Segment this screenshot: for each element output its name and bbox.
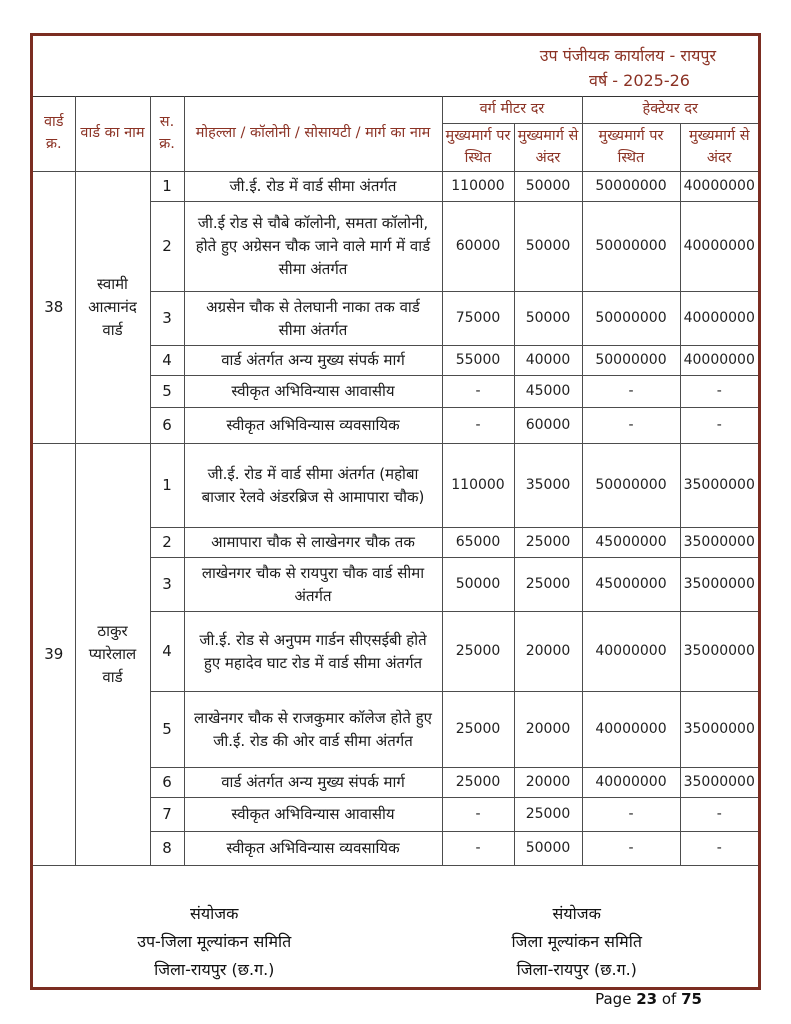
locality-cell: स्वीकृत अभिविन्यास आवासीय bbox=[184, 798, 442, 832]
left-signatory-title: संयोजक bbox=[190, 904, 239, 924]
locality-cell: अग्रसेन चौक से तेलघानी नाका तक वार्ड सीमा अंतर्गत bbox=[184, 292, 442, 346]
sqm-inner-rate-cell: 60000 bbox=[514, 408, 582, 444]
hec-main-rate-cell: - bbox=[582, 408, 680, 444]
right-district-name: जिला-रायपुर (छ.ग.) bbox=[516, 960, 637, 980]
hec-inner-rate-cell: - bbox=[680, 832, 758, 866]
table-row bbox=[33, 444, 758, 528]
locality-cell: जी.ई. रोड में वार्ड सीमा अंतर्गत (महोबा बाजार रेलवे अंडरब्रिज से आमापारा चौक) bbox=[184, 444, 442, 528]
sqm-main-rate-cell: 65000 bbox=[442, 528, 514, 558]
sqm-main-rate-cell: 110000 bbox=[442, 172, 514, 202]
serial-cell: 6 bbox=[150, 768, 184, 798]
hec-main-rate-cell: 50000000 bbox=[582, 172, 680, 202]
sqm-main-rate-cell: - bbox=[442, 376, 514, 408]
locality-cell: स्वीकृत अभिविन्यास व्यवसायिक bbox=[184, 408, 442, 444]
sqm-main-rate-cell: 55000 bbox=[442, 346, 514, 376]
hec-main-rate-cell: - bbox=[582, 798, 680, 832]
col-header-locality: मोहल्ला / कॉलोनी / सोसायटी / मार्ग का नाम bbox=[184, 97, 442, 172]
hec-main-rate-cell: 50000000 bbox=[582, 346, 680, 376]
sqm-inner-rate-cell: 50000 bbox=[514, 292, 582, 346]
serial-cell: 2 bbox=[150, 202, 184, 292]
hec-main-rate-cell: 45000000 bbox=[582, 558, 680, 612]
right-committee-name: जिला मूल्यांकन समिति bbox=[511, 932, 642, 952]
hec-inner-rate-cell: 40000000 bbox=[680, 202, 758, 292]
col-header-sqm-on-main: मुख्यमार्ग पर स्थित bbox=[442, 123, 514, 172]
hec-main-rate-cell: 45000000 bbox=[582, 528, 680, 558]
hec-main-rate-cell: 50000000 bbox=[582, 444, 680, 528]
hec-inner-rate-cell: 35000000 bbox=[680, 558, 758, 612]
hec-inner-rate-cell: - bbox=[680, 798, 758, 832]
left-district-name: जिला-रायपुर (छ.ग.) bbox=[154, 960, 275, 980]
sqm-main-rate-cell: 50000 bbox=[442, 558, 514, 612]
serial-cell: 4 bbox=[150, 612, 184, 692]
locality-cell: वार्ड अंतर्गत अन्य मुख्य संपर्क मार्ग bbox=[184, 346, 442, 376]
serial-cell: 1 bbox=[150, 172, 184, 202]
hec-inner-rate-cell: 35000000 bbox=[680, 768, 758, 798]
serial-cell: 3 bbox=[150, 292, 184, 346]
sqm-inner-rate-cell: 35000 bbox=[514, 444, 582, 528]
sqm-inner-rate-cell: 25000 bbox=[514, 528, 582, 558]
sqm-main-rate-cell: 25000 bbox=[442, 612, 514, 692]
hec-inner-rate-cell: 40000000 bbox=[680, 292, 758, 346]
hec-main-rate-cell: 40000000 bbox=[582, 692, 680, 768]
page-current: 23 bbox=[636, 990, 658, 1009]
hec-inner-rate-cell: - bbox=[680, 376, 758, 408]
year-label: वर्ष - 2025-26 bbox=[589, 70, 690, 90]
locality-cell: स्वीकृत अभिविन्यास आवासीय bbox=[184, 376, 442, 408]
sqm-inner-rate-cell: 25000 bbox=[514, 558, 582, 612]
serial-cell: 5 bbox=[150, 692, 184, 768]
hec-main-rate-cell: 40000000 bbox=[582, 612, 680, 692]
ward-number-cell: 38 bbox=[33, 172, 75, 444]
hec-inner-rate-cell: 40000000 bbox=[680, 172, 758, 202]
hec-inner-rate-cell: - bbox=[680, 408, 758, 444]
sqm-inner-rate-cell: 50000 bbox=[514, 172, 582, 202]
locality-cell: आमापारा चौक से लाखेनगर चौक तक bbox=[184, 528, 442, 558]
sqm-inner-rate-cell: 20000 bbox=[514, 612, 582, 692]
locality-cell: जी.ई. रोड से अनुपम गार्डन सीएसईबी होते हुए महादेव घाट रोड में वार्ड सीमा अंतर्गत bbox=[184, 612, 442, 692]
left-committee-name: उप-जिला मूल्यांकन समिति bbox=[137, 932, 292, 952]
serial-cell: 4 bbox=[150, 346, 184, 376]
col-header-hec-inner: मुख्यमार्ग से अंदर bbox=[680, 123, 758, 172]
page-border-frame bbox=[30, 33, 761, 1009]
sqm-inner-rate-cell: 45000 bbox=[514, 376, 582, 408]
sqm-inner-rate-cell: 20000 bbox=[514, 692, 582, 768]
serial-cell: 3 bbox=[150, 558, 184, 612]
col-header-ward-no: वार्ड क्र. bbox=[33, 97, 75, 172]
locality-cell: वार्ड अंतर्गत अन्य मुख्य संपर्क मार्ग bbox=[184, 768, 442, 798]
hec-inner-rate-cell: 35000000 bbox=[680, 612, 758, 692]
right-signatory-title: संयोजक bbox=[552, 904, 601, 924]
serial-cell: 7 bbox=[150, 798, 184, 832]
sqm-main-rate-cell: 75000 bbox=[442, 292, 514, 346]
ward-name-cell: स्वामी आत्मानंद वार्ड bbox=[75, 172, 150, 444]
locality-cell: जी.ई. रोड में वार्ड सीमा अंतर्गत bbox=[184, 172, 442, 202]
rate-table bbox=[33, 96, 758, 866]
col-group-hectare-rate: हेक्टेयर दर bbox=[582, 97, 758, 124]
hec-main-rate-cell: 50000000 bbox=[582, 202, 680, 292]
hec-inner-rate-cell: 35000000 bbox=[680, 528, 758, 558]
locality-cell: लाखेनगर चौक से रायपुरा चौक वार्ड सीमा अंतर्गत bbox=[184, 558, 442, 612]
sqm-inner-rate-cell: 20000 bbox=[514, 768, 582, 798]
sqm-main-rate-cell: - bbox=[442, 798, 514, 832]
col-group-sqm-rate: वर्ग मीटर दर bbox=[442, 97, 582, 124]
sqm-inner-rate-cell: 40000 bbox=[514, 346, 582, 376]
sqm-inner-rate-cell: 50000 bbox=[514, 202, 582, 292]
serial-cell: 5 bbox=[150, 376, 184, 408]
ward-name-cell: ठाकुर प्यारेलाल वार्ड bbox=[75, 444, 150, 866]
hec-main-rate-cell: - bbox=[582, 832, 680, 866]
sqm-main-rate-cell: - bbox=[442, 832, 514, 866]
sqm-main-rate-cell: 110000 bbox=[442, 444, 514, 528]
hec-main-rate-cell: 40000000 bbox=[582, 768, 680, 798]
locality-cell: लाखेनगर चौक से राजकुमार कॉलेज होते हुए जी.ई. रोड की ओर वार्ड सीमा अंतर्गत bbox=[184, 692, 442, 768]
hec-inner-rate-cell: 35000000 bbox=[680, 692, 758, 768]
left-signature-block bbox=[33, 900, 396, 1012]
page-number bbox=[396, 986, 759, 1012]
serial-cell: 8 bbox=[150, 832, 184, 866]
sqm-main-rate-cell: 60000 bbox=[442, 202, 514, 292]
locality-cell: स्वीकृत अभिविन्यास व्यवसायिक bbox=[184, 832, 442, 866]
page-label: Page bbox=[595, 990, 632, 1009]
signature-footer bbox=[33, 900, 758, 1012]
col-header-serial-no: स. क्र. bbox=[150, 97, 184, 172]
table-row bbox=[33, 172, 758, 202]
col-header-sqm-inner: मुख्यमार्ग से अंदर bbox=[514, 123, 582, 172]
office-title: उप पंजीयक कार्यालय - रायपुर bbox=[539, 46, 716, 65]
locality-cell: जी.ई रोड से चौबे कॉलोनी, समता कॉलोनी, होते हुए अग्रेसन चौक जाने वाले मार्ग में वार्ड सीमा अंतर्गत bbox=[184, 202, 442, 292]
page-total: 75 bbox=[681, 990, 702, 1009]
col-header-ward-name: वार्ड का नाम bbox=[75, 97, 150, 172]
sqm-inner-rate-cell: 50000 bbox=[514, 832, 582, 866]
serial-cell: 2 bbox=[150, 528, 184, 558]
ward-number-cell: 39 bbox=[33, 444, 75, 866]
col-header-hec-on-main: मुख्यमार्ग पर स्थित bbox=[582, 123, 680, 172]
serial-cell: 1 bbox=[150, 444, 184, 528]
page-of-label: of bbox=[661, 990, 677, 1009]
document-header bbox=[33, 36, 758, 96]
sqm-main-rate-cell: 25000 bbox=[442, 768, 514, 798]
hec-main-rate-cell: - bbox=[582, 376, 680, 408]
sqm-main-rate-cell: - bbox=[442, 408, 514, 444]
hec-main-rate-cell: 50000000 bbox=[582, 292, 680, 346]
sqm-inner-rate-cell: 25000 bbox=[514, 798, 582, 832]
hec-inner-rate-cell: 40000000 bbox=[680, 346, 758, 376]
hec-inner-rate-cell: 35000000 bbox=[680, 444, 758, 528]
right-signature-block bbox=[396, 900, 759, 1012]
serial-cell: 6 bbox=[150, 408, 184, 444]
sqm-main-rate-cell: 25000 bbox=[442, 692, 514, 768]
